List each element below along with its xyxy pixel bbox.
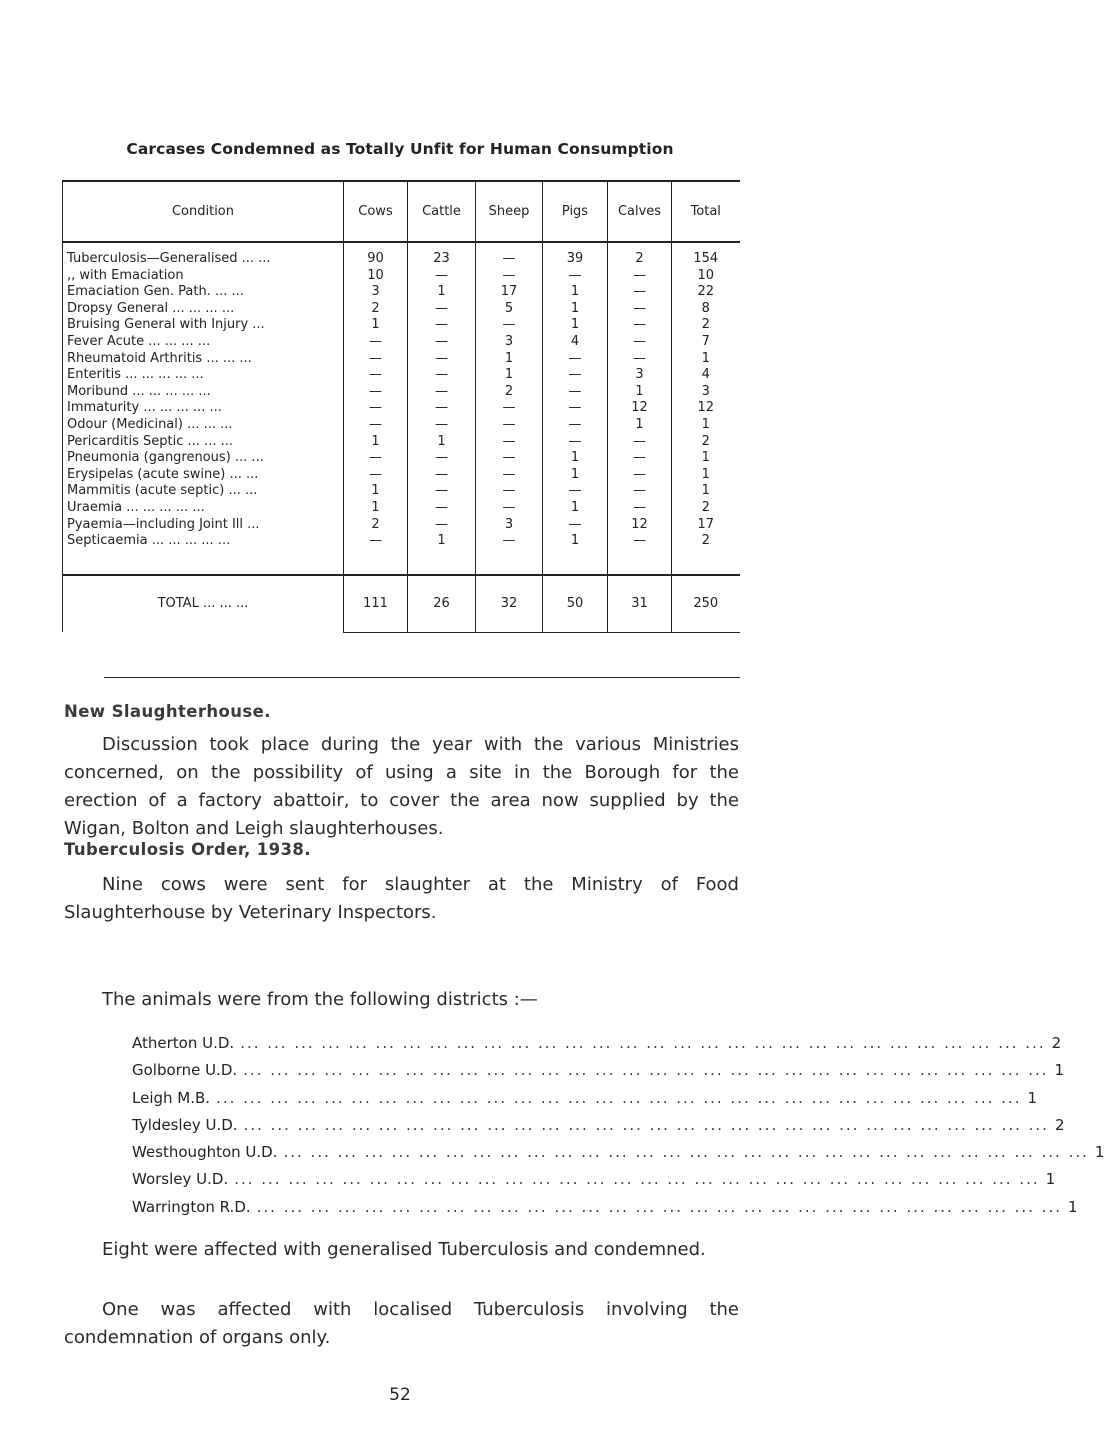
count-cell: 1 [344,434,408,451]
table-body [63,242,740,575]
count-cell: — [476,533,543,575]
count-cell: 17 [476,284,543,301]
table-row [63,483,740,500]
count-cell: 2 [608,242,672,268]
district-item [132,1170,1056,1197]
count-cell: 1 [408,434,476,451]
count-cell: — [344,467,408,484]
table-row [63,242,740,268]
districts-intro: The animals were from the following districts :— [102,989,538,1010]
count-cell: 39 [543,242,608,268]
count-cell: 23 [408,242,476,268]
table-row [63,334,740,351]
carcases-table [62,180,740,633]
count-cell: 1 [608,384,672,401]
condition-cell: Fever Acute ... ... ... ... [63,334,344,351]
count-cell: — [608,301,672,318]
condition-cell: Dropsy General ... ... ... ... [63,301,344,318]
count-cell: — [608,450,672,467]
count-cell: 1 [608,417,672,434]
count-cell: 1 [543,301,608,318]
condition-cell: Immaturity ... ... ... ... ... [63,400,344,417]
count-cell: 4 [672,367,740,384]
count-cell: — [408,334,476,351]
count-cell: 90 [344,242,408,268]
count-cell: 3 [476,517,543,534]
count-cell: 5 [476,301,543,318]
total-cell: 31 [608,575,672,633]
table-row [63,434,740,451]
table-row [63,284,740,301]
condition-cell: Moribund ... ... ... ... ... [63,384,344,401]
condition-cell: Odour (Medicinal) ... ... ... [63,417,344,434]
count-cell: — [408,483,476,500]
count-cell: 1 [543,284,608,301]
table-row [63,517,740,534]
condition-cell: Erysipelas (acute swine) ... ... [63,467,344,484]
slaughterhouse-paragraph: Discussion took place during the year with the various Ministries concerned, on the possibility of using a site in the Borough for the erection of a factory abattoir, to cover the area now supplied by the Wigan, Bolton and Leigh slaughterhouses. [64,734,739,839]
total-label: TOTAL ... ... ... [63,575,344,633]
district-name: Atherton U.D. [132,1034,235,1052]
count-cell: — [543,417,608,434]
count-cell: — [543,434,608,451]
table-row [63,450,740,467]
count-cell: 1 [543,533,608,575]
total-cell: 111 [344,575,408,633]
generalised-paragraph: Eight were affected with generalised Tuberculosis and condemned. [102,1239,706,1260]
count-cell: — [344,351,408,368]
count-cell: — [476,268,543,285]
count-cell: 1 [672,417,740,434]
count-cell: 22 [672,284,740,301]
column-header: Calves [608,181,672,242]
count-cell: 2 [672,533,740,575]
count-cell: — [408,500,476,517]
count-cell: — [408,450,476,467]
localised-paragraph: One was affected with localised Tuberculosis involving the condemnation of organs only. [64,1299,739,1348]
district-count: 1 [1068,1197,1078,1216]
count-cell: 1 [543,317,608,334]
column-header: Cattle [408,181,476,242]
count-cell: — [408,351,476,368]
count-cell: — [543,400,608,417]
count-cell: 2 [672,500,740,517]
count-cell: 1 [543,500,608,517]
table-total-row [63,575,740,633]
count-cell: 3 [344,284,408,301]
condition-cell: Pneumonia (gangrenous) ... ... [63,450,344,467]
page-number: 52 [389,1385,411,1405]
count-cell: 1 [476,351,543,368]
table-row [63,500,740,517]
count-cell: — [344,450,408,467]
condition-cell: Enteritis ... ... ... ... ... [63,367,344,384]
count-cell: — [476,317,543,334]
dot-leader: ... ... ... ... ... ... ... ... ... ... ... ... ... ... ... ... ... ... ... ... ... ... ... ... ... ... ... ... ... ... [240,1034,1046,1052]
district-name: Warrington R.D. [132,1197,251,1216]
count-cell: — [543,384,608,401]
condition-cell: Uraemia ... ... ... ... ... [63,500,344,517]
count-cell: — [543,367,608,384]
count-cell: — [408,384,476,401]
count-cell: — [408,467,476,484]
count-cell: 2 [476,384,543,401]
count-cell: — [543,268,608,285]
count-cell: 3 [672,384,740,401]
count-cell: — [608,317,672,334]
table-row [63,268,740,285]
column-header: Pigs [543,181,608,242]
count-cell: — [344,384,408,401]
condition-cell: Tuberculosis—Generalised ... ... [63,242,344,268]
count-cell: 154 [672,242,740,268]
count-cell: 1 [672,351,740,368]
count-cell: 12 [608,517,672,534]
count-cell: — [608,268,672,285]
condition-cell: ,, with Emaciation [63,268,344,285]
condition-cell: Mammitis (acute septic) ... ... [63,483,344,500]
count-cell: — [608,483,672,500]
districts-list [132,1034,1104,1225]
table-header-row [63,181,740,242]
condition-cell: Bruising General with Injury ... [63,317,344,334]
district-count: 2 [1054,1115,1065,1134]
count-cell: 10 [344,268,408,285]
count-cell: 10 [672,268,740,285]
count-cell: 2 [672,434,740,451]
table-row [63,467,740,484]
total-cell: 32 [476,575,543,633]
table-row [63,351,740,368]
count-cell: — [608,284,672,301]
district-name: Westhoughton U.D. [132,1143,278,1162]
district-item [132,1061,1065,1088]
total-cell: 26 [408,575,476,633]
count-cell: 1 [344,317,408,334]
count-cell: — [476,434,543,451]
count-cell: — [408,417,476,434]
count-cell: — [408,301,476,318]
count-cell: — [344,367,408,384]
table-row [63,317,740,334]
count-cell: — [476,400,543,417]
condition-cell: Pericarditis Septic ... ... ... [63,434,344,451]
count-cell: 1 [408,284,476,301]
column-header: Sheep [476,181,543,242]
tb-order-heading: Tuberculosis Order, 1938. [64,840,311,859]
count-cell: — [408,367,476,384]
dot-leader: ... ... ... ... ... ... ... ... ... ... ... ... ... ... ... ... ... ... ... ... ... ... ... ... ... ... ... ... ... ... [283,1143,1089,1162]
dot-leader: ... ... ... ... ... ... ... ... ... ... ... ... ... ... ... ... ... ... ... ... ... ... ... ... ... ... ... ... ... ... [234,1170,1040,1189]
count-cell: 1 [672,467,740,484]
count-cell: — [476,417,543,434]
count-cell: 3 [608,367,672,384]
table-row [63,367,740,384]
tb-order-paragraph: Nine cows were sent for slaughter at the Ministry of Food Slaughterhouse by Veterinary Inspectors. [64,874,739,923]
count-cell: — [344,417,408,434]
count-cell: 12 [608,400,672,417]
table-bottom-rule [104,677,740,678]
district-count: 1 [1054,1061,1065,1080]
table-row [63,417,740,434]
district-count: 1 [1094,1143,1104,1162]
slaughterhouse-heading: New Slaughterhouse. [64,702,271,721]
district-item [132,1034,1062,1061]
count-cell: 2 [344,301,408,318]
count-cell: 1 [543,467,608,484]
count-cell: 3 [476,334,543,351]
district-item [132,1143,1104,1170]
column-header: Cows [344,181,408,242]
count-cell: 1 [344,483,408,500]
count-cell: 2 [672,317,740,334]
table-row [63,301,740,318]
count-cell: — [344,334,408,351]
count-cell: 4 [543,334,608,351]
count-cell: 7 [672,334,740,351]
table-row [63,533,740,575]
count-cell: — [608,533,672,575]
count-cell: 1 [344,500,408,517]
count-cell: 2 [344,517,408,534]
dot-leader: ... ... ... ... ... ... ... ... ... ... ... ... ... ... ... ... ... ... ... ... ... ... ... ... ... ... ... ... ... ... [216,1088,1022,1107]
count-cell: 1 [408,533,476,575]
district-count: 1 [1045,1170,1056,1189]
count-cell: — [608,467,672,484]
condition-cell: Septicaemia ... ... ... ... ... [63,533,344,575]
district-name: Golborne U.D. [132,1061,238,1080]
count-cell: 1 [672,483,740,500]
count-cell: — [408,268,476,285]
count-cell: 8 [672,301,740,318]
count-cell: 17 [672,517,740,534]
table-row [63,400,740,417]
dot-leader: ... ... ... ... ... ... ... ... ... ... ... ... ... ... ... ... ... ... ... ... ... ... ... ... ... ... ... ... ... ... [256,1197,1063,1216]
dot-leader: ... ... ... ... ... ... ... ... ... ... ... ... ... ... ... ... ... ... ... ... ... ... ... ... ... ... ... ... ... ... [243,1061,1049,1080]
district-item [132,1115,1065,1143]
column-header: Total [672,181,740,242]
dot-leader: ... ... ... ... ... ... ... ... ... ... ... ... ... ... ... ... ... ... ... ... ... ... ... ... ... ... ... ... ... ... [243,1115,1049,1134]
count-cell: 1 [476,367,543,384]
table-row [63,384,740,401]
count-cell: — [476,500,543,517]
district-count: 2 [1051,1034,1062,1052]
count-cell: — [408,400,476,417]
total-cell: 250 [672,575,740,633]
column-header: Condition [63,181,344,242]
count-cell: — [476,242,543,268]
count-cell: — [408,317,476,334]
count-cell: — [344,533,408,575]
count-cell: — [608,351,672,368]
count-cell: — [608,434,672,451]
count-cell: — [476,483,543,500]
total-cell: 50 [543,575,608,633]
district-name: Tyldesley U.D. [132,1115,238,1134]
count-cell: — [543,351,608,368]
count-cell: — [608,500,672,517]
count-cell: 1 [543,450,608,467]
district-item [132,1088,1038,1116]
count-cell: — [543,517,608,534]
condition-cell: Emaciation Gen. Path. ... ... [63,284,344,301]
district-name: Worsley U.D. [132,1170,229,1189]
count-cell: — [543,483,608,500]
district-item [132,1197,1078,1225]
count-cell: — [608,334,672,351]
count-cell: — [344,400,408,417]
count-cell: — [476,467,543,484]
district-name: Leigh M.B. [132,1088,211,1107]
condition-cell: Pyaemia—including Joint Ill ... [63,517,344,534]
district-count: 1 [1027,1088,1038,1107]
count-cell: 12 [672,400,740,417]
condition-cell: Rheumatoid Arthritis ... ... ... [63,351,344,368]
count-cell: — [408,517,476,534]
count-cell: 1 [672,450,740,467]
count-cell: — [476,450,543,467]
page-title: Carcases Condemned as Totally Unfit for Human Consumption [126,140,674,158]
